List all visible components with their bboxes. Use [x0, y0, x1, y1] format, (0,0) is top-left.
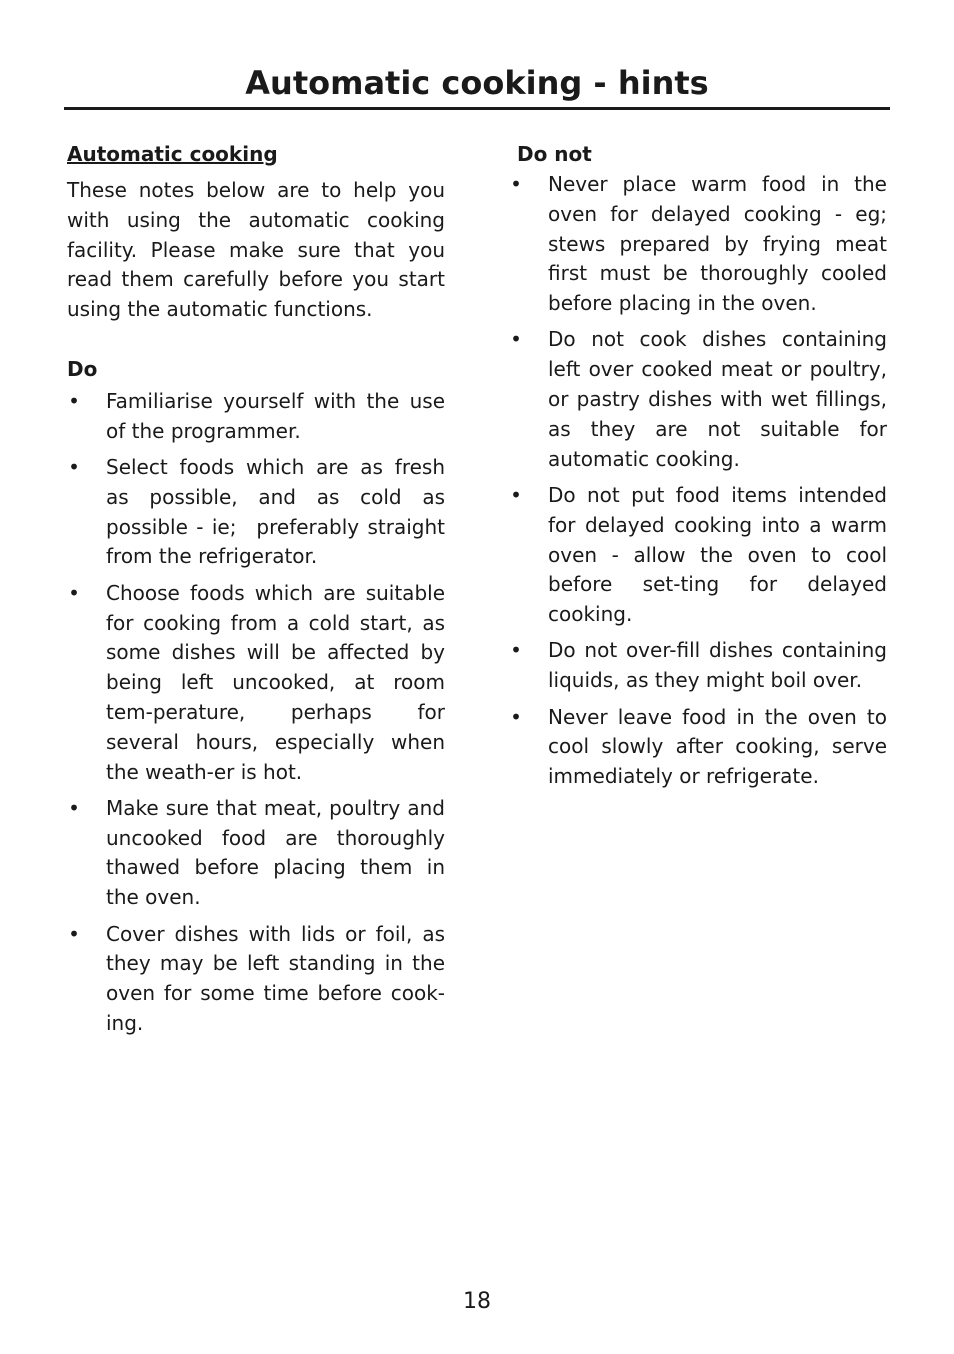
do-heading: Do — [67, 356, 98, 381]
title-divider — [64, 107, 890, 110]
do-not-list-item — [509, 636, 887, 696]
do-item-text: Choose foods which are suitable for cooking from a cold start, as some dishes will be affected by being left uncooked, at room tem-perature, perhaps for several hours, especially when the weath-er is hot. — [106, 580, 445, 784]
do-not-item-text: Never leave food in the oven to cool slowly after cooking, serve immediately or refrigerate. — [548, 704, 887, 789]
page-title: Automatic cooking - hints — [245, 64, 709, 102]
page-number: 18 — [463, 1289, 491, 1314]
do-not-item-text: Do not over-fill dishes containing liquids, as they might boil over. — [548, 638, 887, 693]
bullet-icon: • — [68, 388, 80, 413]
do-list-item — [67, 579, 445, 788]
bullet-icon: • — [510, 638, 522, 663]
bullet-icon: • — [68, 455, 80, 480]
do-list-item — [67, 453, 445, 572]
do-not-list-item — [509, 481, 887, 630]
do-list-item — [67, 387, 445, 447]
do-not-heading: Do not — [517, 142, 592, 166]
do-list-item — [67, 920, 445, 1039]
automatic-cooking-heading: Automatic cooking — [67, 142, 278, 166]
do-not-item-text: Never place warm food in the oven for delayed cooking - eg; stews prepared by frying meat first must be thoroughly cooled before placing in the oven. — [548, 172, 887, 316]
do-list-item — [67, 794, 445, 913]
bullet-icon: • — [68, 921, 80, 946]
right-column — [509, 140, 887, 798]
do-item-text: Select foods which are as fresh as possible, and as cold as possible - ie; preferably straight from the refrigerator. — [106, 455, 445, 569]
do-not-item-text: Do not put food items intended for delayed cooking into a warm oven - allow the oven to cool before set-ting for delayed cooking. — [548, 482, 887, 627]
bullet-icon: • — [510, 482, 522, 507]
intro-paragraph: These notes below are to help you with using the automatic cooking facility. Please make sure that you read them carefully before you start using the automatic functions. — [67, 178, 445, 322]
bullet-icon: • — [510, 172, 522, 196]
do-item-text: Make sure that meat, poultry and uncooked food are thoroughly thawed before placing them in the oven. — [106, 795, 445, 910]
do-item-text: Cover dishes with lids or foil, as they may be left standing in the oven for some time before cook-ing. — [106, 921, 445, 1035]
do-not-item-text: Do not cook dishes containing left over cooked meat or poultry, or pastry dishes with wet fillings, as they are not suitable for automatic cooking. — [548, 327, 887, 471]
bullet-icon: • — [510, 327, 522, 352]
left-column — [67, 140, 445, 1045]
do-not-list — [509, 170, 887, 792]
bullet-icon: • — [68, 580, 80, 605]
bullet-icon: • — [68, 795, 80, 820]
do-list — [67, 387, 445, 1039]
do-not-list-item — [509, 170, 887, 319]
bullet-icon: • — [510, 704, 522, 729]
do-item-text: Familiarise yourself with the use of the programmer. — [106, 388, 445, 443]
do-not-list-item — [509, 703, 887, 792]
do-not-list-item — [509, 325, 887, 474]
